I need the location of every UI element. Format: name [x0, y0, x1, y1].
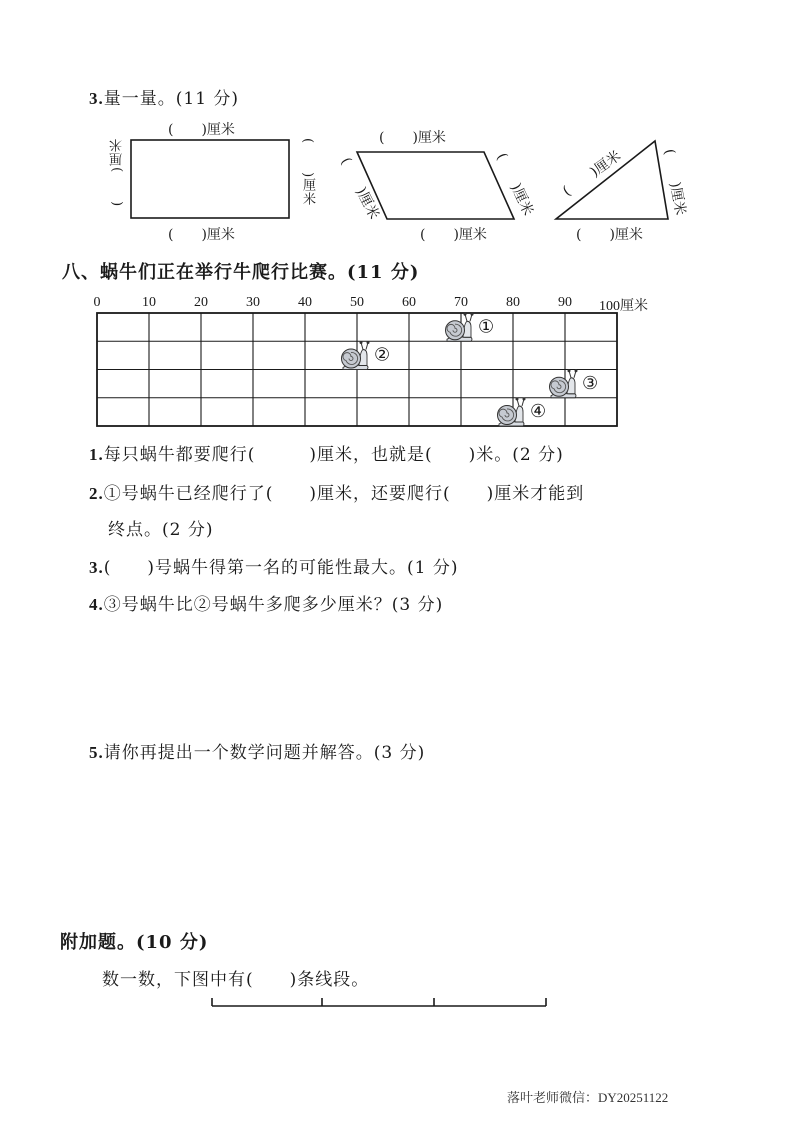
question-5-text: 请你再提出一个数学问题并解答。(3 分) [103, 743, 426, 763]
ruler-tick-label: 60 [402, 295, 416, 310]
tri-right-label: ( )厘米 [660, 147, 689, 217]
ruler-tick-label: 80 [506, 295, 520, 310]
tri-bottom-label: ( )厘米 [576, 227, 643, 243]
q3-number: 3. [89, 89, 104, 108]
para-right-label: ( )厘米 [493, 150, 536, 219]
ruler-tick-label: 30 [246, 295, 260, 310]
snail-label: ① [478, 316, 495, 338]
rect-top-label: ( )厘米 [168, 122, 235, 138]
section-8-title: 八、蜗牛们正在举行牛爬行比赛。(11 分) [62, 262, 420, 283]
rect-bottom-label: ( )厘米 [168, 227, 235, 243]
bonus-title: 附加题。(10 分) [60, 932, 209, 953]
ruler-tick-label: 70 [454, 295, 468, 310]
question-4-number: 4. [89, 595, 104, 614]
snail-label: ② [374, 344, 391, 366]
question-5-number: 5. [89, 743, 104, 762]
rect-right-label: ( )厘米 [300, 138, 315, 207]
snail-label: ④ [530, 401, 547, 422]
ruler-tick-label: 90 [558, 295, 572, 310]
ruler-tick-label: 10 [142, 295, 156, 310]
question-1-text: 每只蜗牛都要爬行( )厘米，也就是( )米。(2 分) [103, 445, 564, 465]
ruler-tick-label: 50 [350, 295, 364, 310]
snail-label: ③ [582, 372, 599, 394]
question-2-text: ①号蜗牛已经爬行了( )厘米，还要爬行( )厘米才能到 [103, 484, 585, 504]
q3-text: 量一量。(11 分) [103, 89, 240, 109]
para-bottom-label: ( )厘米 [420, 227, 487, 243]
ruler-last-tick: 100厘米 [599, 299, 648, 314]
tri-left-label: ( )厘米 [560, 148, 625, 200]
ruler-tick-label: 0 [93, 295, 101, 310]
question-2-cont-text: 终点。(2 分) [108, 520, 214, 540]
question-1-number: 1. [89, 445, 104, 464]
bonus-question: 数一数，下图中有( )条线段。 [102, 970, 370, 990]
question-2-number: 2. [89, 484, 104, 503]
ruler-tick-label: 20 [194, 295, 208, 310]
rect-left-label: ( )厘米 [110, 138, 125, 207]
para-top-label: ( )厘米 [379, 130, 446, 146]
para-left-label: ( )厘米 [337, 155, 382, 222]
question-3-text: ( )号蜗牛得第一名的可能性最大。(1 分) [103, 558, 459, 578]
question-4-text: ③号蜗牛比②号蜗牛多爬多少厘米？(3 分) [103, 595, 444, 615]
watermark: 落叶老师微信：DY20251122 [507, 1090, 669, 1105]
question-3-number: 3. [89, 558, 104, 577]
ruler-tick-label: 40 [298, 295, 312, 310]
